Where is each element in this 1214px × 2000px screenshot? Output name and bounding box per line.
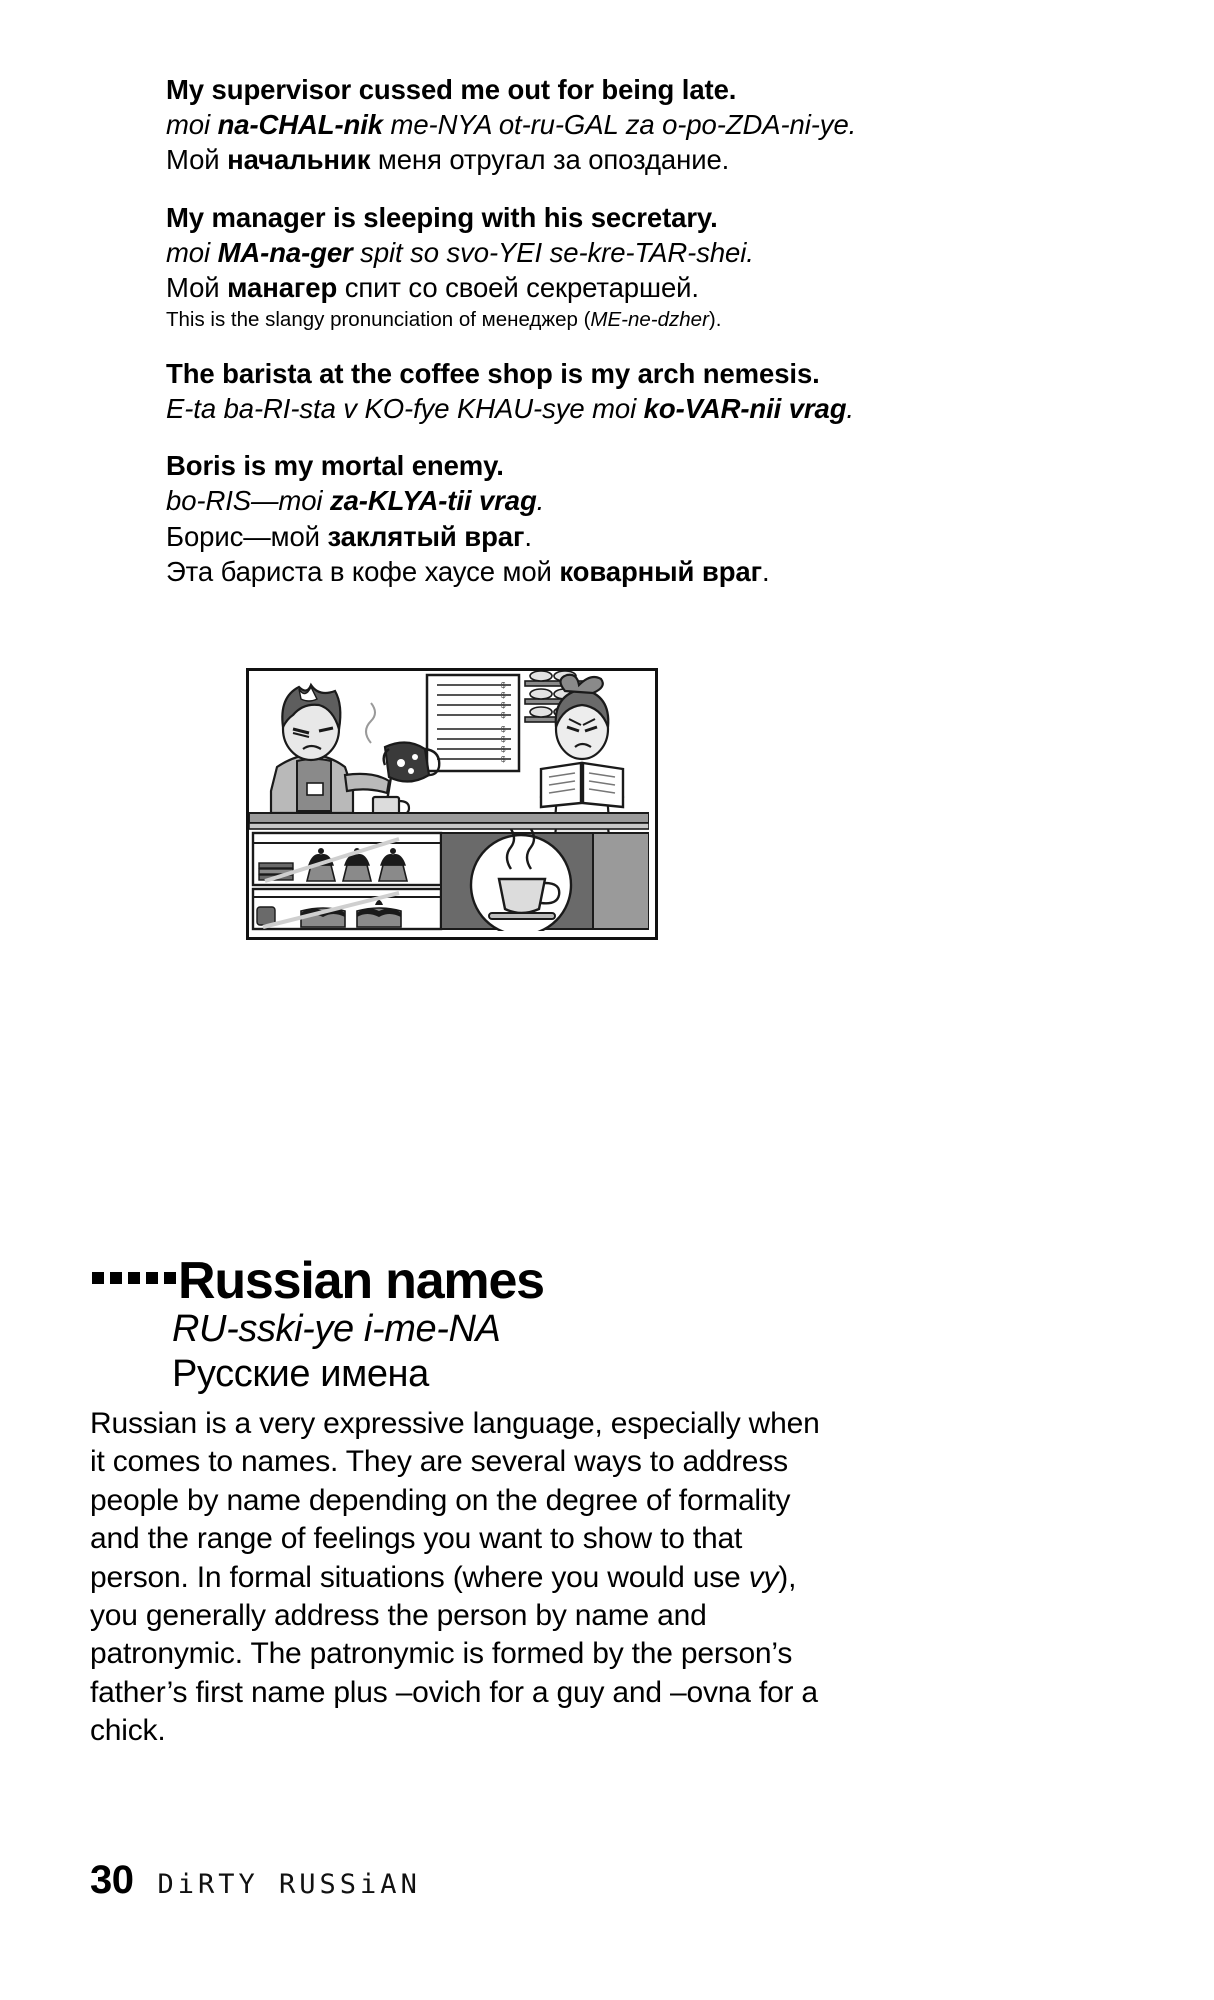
translit-pre: moi xyxy=(166,236,218,268)
comic-illustration xyxy=(246,668,658,940)
translit-keyword: na-CHAL-nik xyxy=(217,109,383,141)
russian-keyword: начальник xyxy=(227,144,371,176)
phrase-english xyxy=(166,356,1006,391)
russian-pre: Мой xyxy=(166,144,228,176)
translit-keyword: MA-na-ger xyxy=(217,236,353,268)
phrase-transliteration xyxy=(166,235,1006,270)
russian-post: меня отругал за опоздание. xyxy=(370,144,730,176)
section-heading-title-row xyxy=(92,1252,992,1310)
phrase-english-post: . xyxy=(496,450,504,482)
phrase-english-pre: My xyxy=(166,74,212,105)
translit-keyword: ko-VAR-nii vrag xyxy=(643,392,847,424)
section-heading xyxy=(92,1252,992,1397)
phrase-transliteration xyxy=(166,107,1006,142)
phrase-russian xyxy=(166,142,1006,177)
svg-text:$: $ xyxy=(501,711,506,720)
menu-board-icon xyxy=(427,675,519,771)
body-paragraph-italic-term: vy xyxy=(748,1560,779,1594)
phrase-entry xyxy=(166,72,1006,178)
phrase-english-pre: Boris is my xyxy=(166,450,321,482)
cake-case-icon xyxy=(253,889,441,929)
phrase-english-post: cussed me out for being late. xyxy=(351,74,737,105)
translit-post: spit so svo-YEI se-kre-TAR-shei. xyxy=(352,236,754,268)
bullet-square-icon xyxy=(146,1272,158,1284)
open-book-icon xyxy=(541,763,623,807)
translit-post: . xyxy=(536,485,545,517)
translit-pre: bo-RIS—moi xyxy=(166,485,330,517)
svg-text:$: $ xyxy=(501,701,506,710)
translit-pre: moi xyxy=(166,109,218,141)
russian-keyword: заклятый враг xyxy=(327,520,525,552)
phrase-russian xyxy=(166,270,1006,305)
note-post: ). xyxy=(708,308,722,332)
phrase-transliteration xyxy=(166,483,1006,518)
phrase-russian-secondary xyxy=(166,554,1006,589)
svg-text:$: $ xyxy=(501,725,506,734)
section-transliteration: RU-sski-ye i-me-NA xyxy=(172,1308,501,1350)
russian-secondary-post: . xyxy=(761,555,770,587)
phrase-english-pre: The barista at the coffee shop is my xyxy=(166,357,638,389)
phrase-transliteration xyxy=(166,391,1006,426)
phrase-usage-note xyxy=(166,307,1006,334)
phrase-english-keyword: supervisor xyxy=(211,74,352,105)
phrase-english xyxy=(166,448,1006,483)
phrase-english xyxy=(166,200,1006,235)
phrase-english-keyword: mortal enemy xyxy=(320,450,497,482)
comic-illustration-art xyxy=(249,671,649,931)
translit-post: . xyxy=(846,392,854,424)
bullet-markers-icon xyxy=(92,1272,176,1284)
body-paragraph-pre: Russian is a very expressive language, especially when it comes to names. They are several ways to address people by name depending on the degree of formality and the range of feelings you want to show to that person. In formal situations (where you would use xyxy=(90,1407,820,1594)
russian-pre: Борис—мой xyxy=(166,520,328,552)
body-paragraph xyxy=(90,1405,830,1751)
body-paragraph-post: ), you generally address the person by name and patronymic. The patronymic is formed by the person’s father’s first name plus –ovich for a guy and –ovna for a chick. xyxy=(90,1560,818,1748)
phrase-english xyxy=(166,72,1006,107)
russian-secondary-keyword: коварный враг xyxy=(559,555,762,587)
russian-post: . xyxy=(524,520,532,552)
section-russian-title: Русские имена xyxy=(172,1352,429,1395)
phrase-entry-list xyxy=(166,72,1006,589)
bullet-square-icon xyxy=(164,1272,176,1284)
translit-post: me-NYA ot-ru-GAL za o-po-ZDA-ni-ye. xyxy=(382,109,857,141)
running-title: DiRTY RUSSiAN xyxy=(157,1869,421,1900)
russian-secondary-pre: Эта бариста в кофе хаусе мой xyxy=(166,555,560,587)
phrase-english-keyword: arch nemesis xyxy=(637,357,813,389)
bullet-square-icon xyxy=(92,1272,104,1284)
section-title: Russian names xyxy=(178,1252,544,1310)
bullet-square-icon xyxy=(110,1272,122,1284)
russian-post: спит со своей секретаршей. xyxy=(337,271,699,303)
translit-keyword: za-KLYA-tii vrag xyxy=(329,485,537,517)
svg-text:$: $ xyxy=(501,691,506,700)
page-footer xyxy=(90,1858,421,1903)
phrase-english-keyword: manager xyxy=(211,201,326,233)
svg-text:$: $ xyxy=(501,755,506,764)
russian-keyword: манагер xyxy=(227,271,338,303)
svg-text:$: $ xyxy=(501,745,506,754)
note-transliteration: ME-ne-dzher xyxy=(590,308,709,332)
svg-text:$: $ xyxy=(501,681,506,690)
russian-pre: Мой xyxy=(166,271,228,303)
phrase-entry xyxy=(166,200,1006,334)
phrase-entry xyxy=(166,356,1006,426)
svg-text:$: $ xyxy=(501,735,506,744)
phrase-english-pre: My xyxy=(166,201,212,233)
pastry-case-icon xyxy=(253,833,441,885)
phrase-russian xyxy=(166,519,1006,554)
translit-pre: E-ta ba-RI-sta v KO-fye KHAU-sye moi xyxy=(166,392,644,424)
phrase-entry xyxy=(166,448,1006,589)
bullet-square-icon xyxy=(128,1272,140,1284)
phrase-english-post: is sleeping with his secretary. xyxy=(325,201,718,233)
note-pre: This is the slangy pronunciation of менеджер ( xyxy=(166,308,591,332)
page-number: 30 xyxy=(90,1858,134,1902)
phrase-english-post: . xyxy=(812,357,820,389)
